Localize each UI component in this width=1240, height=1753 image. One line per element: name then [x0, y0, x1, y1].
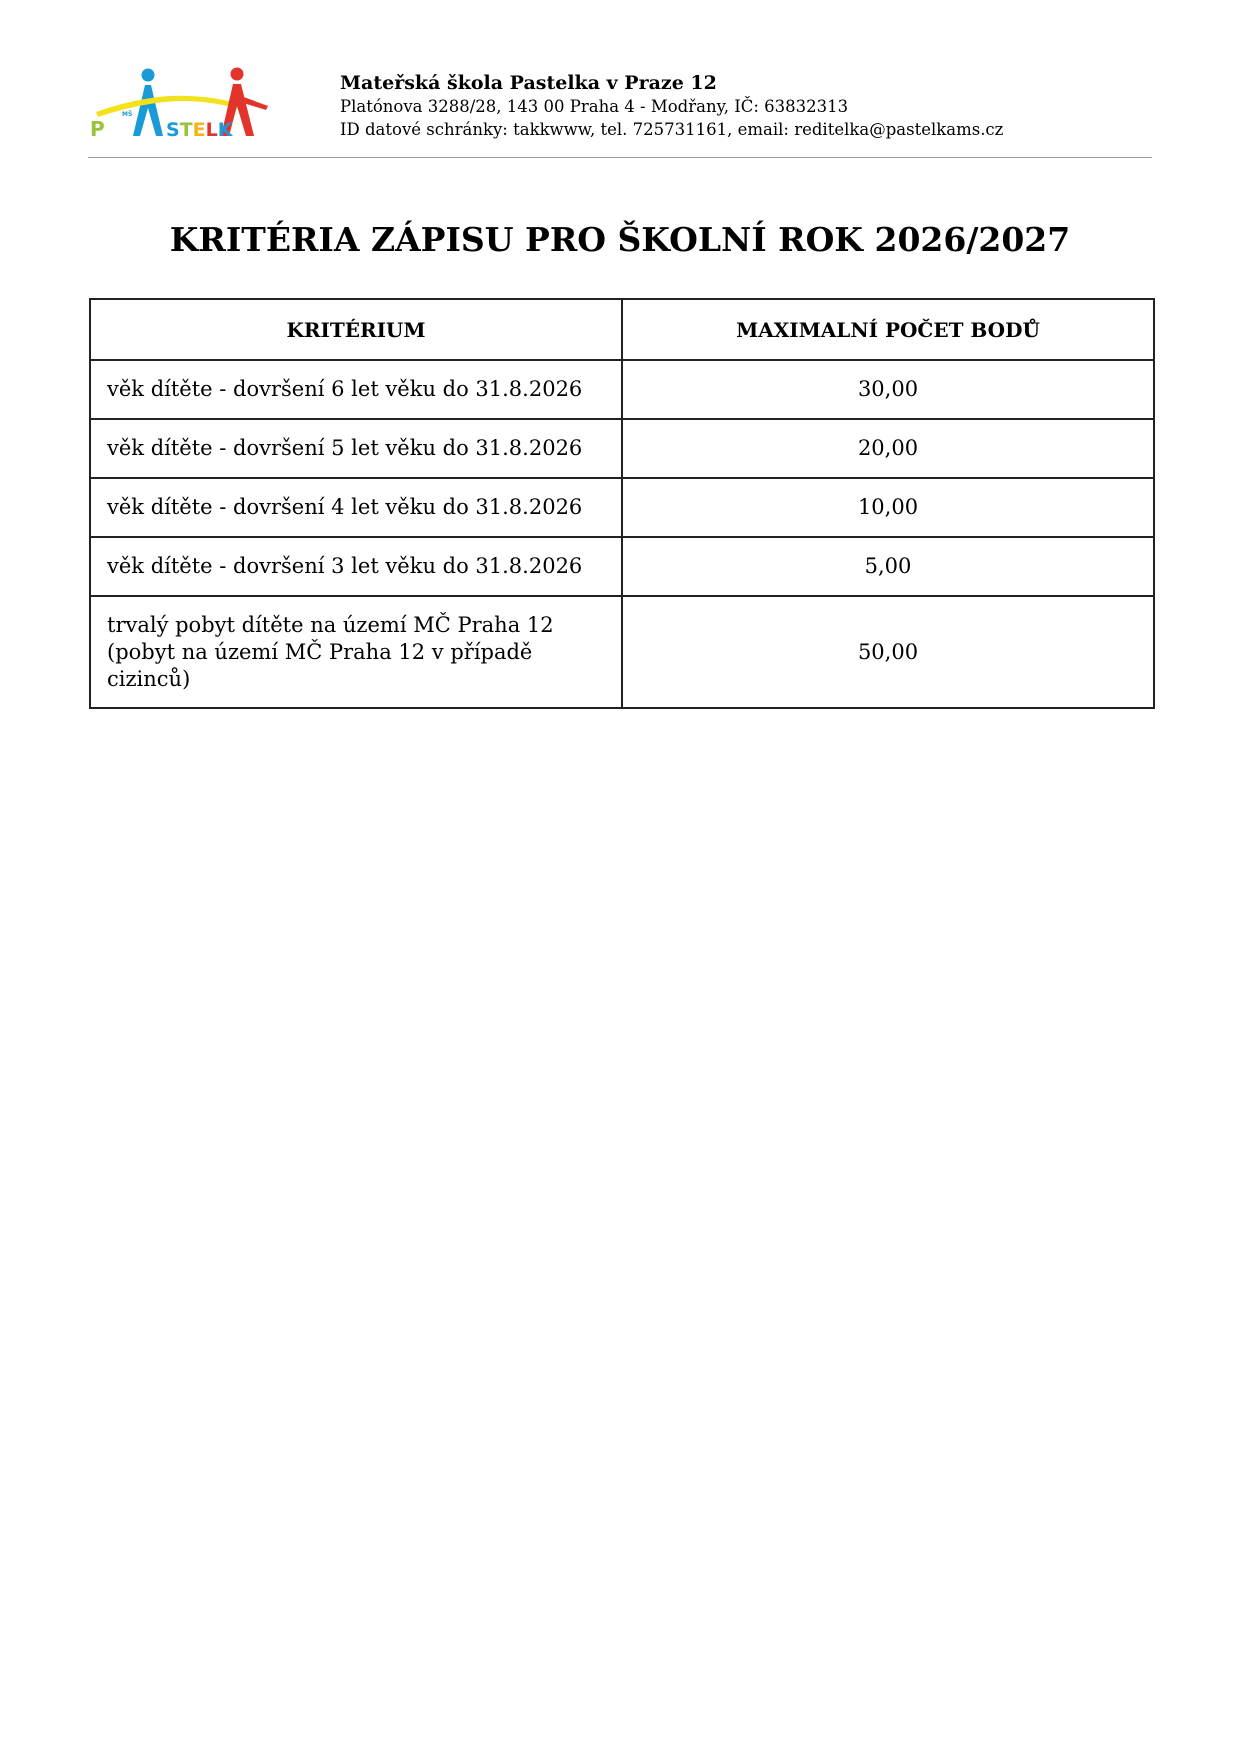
svg-text:P [90, 117, 105, 141]
school-header [340, 72, 1003, 141]
document-title: KRITÉRIA ZÁPISU PRO ŠKOLNÍ ROK 2026/2027 [169, 220, 1071, 259]
logo-letter-t: T [179, 119, 193, 141]
school-address: Platónova 3288/28, 143 00 Praha 4 - Modřany, IČ: 63832313 [340, 97, 849, 116]
table-row [90, 360, 1154, 419]
school-name: Mateřská škola Pastelka v Praze 12 [340, 72, 717, 94]
column-header-criterion: KRITÉRIUM [90, 299, 622, 360]
logo-letter-l: L [205, 119, 218, 141]
points-cell: 30,00 [622, 360, 1154, 419]
points-cell: 50,00 [622, 596, 1154, 708]
logo-blue-figure-body [133, 85, 163, 136]
school-contact: ID datové schránky: takkwww, tel. 725731161, email: reditelka@pastelkams.cz [340, 120, 1004, 139]
logo-letter-p: P [90, 117, 105, 141]
criterion-cell: trvalý pobyt dítěte na území MČ Praha 12 (pobyt na území MČ Praha 12 v případě cizinců) [90, 596, 622, 708]
points-cell: 20,00 [622, 419, 1154, 478]
pastelka-logo [88, 66, 272, 146]
logo-letter-k: K [217, 119, 233, 141]
logo-letter-e: E [192, 119, 206, 141]
criteria-table [89, 298, 1155, 709]
logo-letter-s: S [166, 119, 180, 141]
table-row [90, 596, 1154, 708]
svg-text:STELK [166, 119, 234, 141]
logo-blue-figure-head [142, 69, 155, 82]
criterion-cell: věk dítěte - dovršení 5 let věku do 31.8.2026 [90, 419, 622, 478]
header-divider [88, 157, 1152, 158]
criterion-cell: věk dítěte - dovršení 6 let věku do 31.8.2026 [90, 360, 622, 419]
criterion-cell: věk dítěte - dovršení 3 let věku do 31.8.2026 [90, 537, 622, 596]
table-row [90, 478, 1154, 537]
table-row [90, 537, 1154, 596]
logo-yellow-bar [96, 96, 238, 117]
logo-small-text: MŠ [122, 111, 133, 118]
table-row [90, 419, 1154, 478]
criterion-cell: věk dítěte - dovršení 4 let věku do 31.8.2026 [90, 478, 622, 537]
table-header-row [90, 299, 1154, 360]
logo-red-figure-head [231, 68, 244, 81]
column-header-max-points: MAXIMALNÍ POČET BODŮ [622, 299, 1154, 360]
points-cell: 5,00 [622, 537, 1154, 596]
points-cell: 10,00 [622, 478, 1154, 537]
